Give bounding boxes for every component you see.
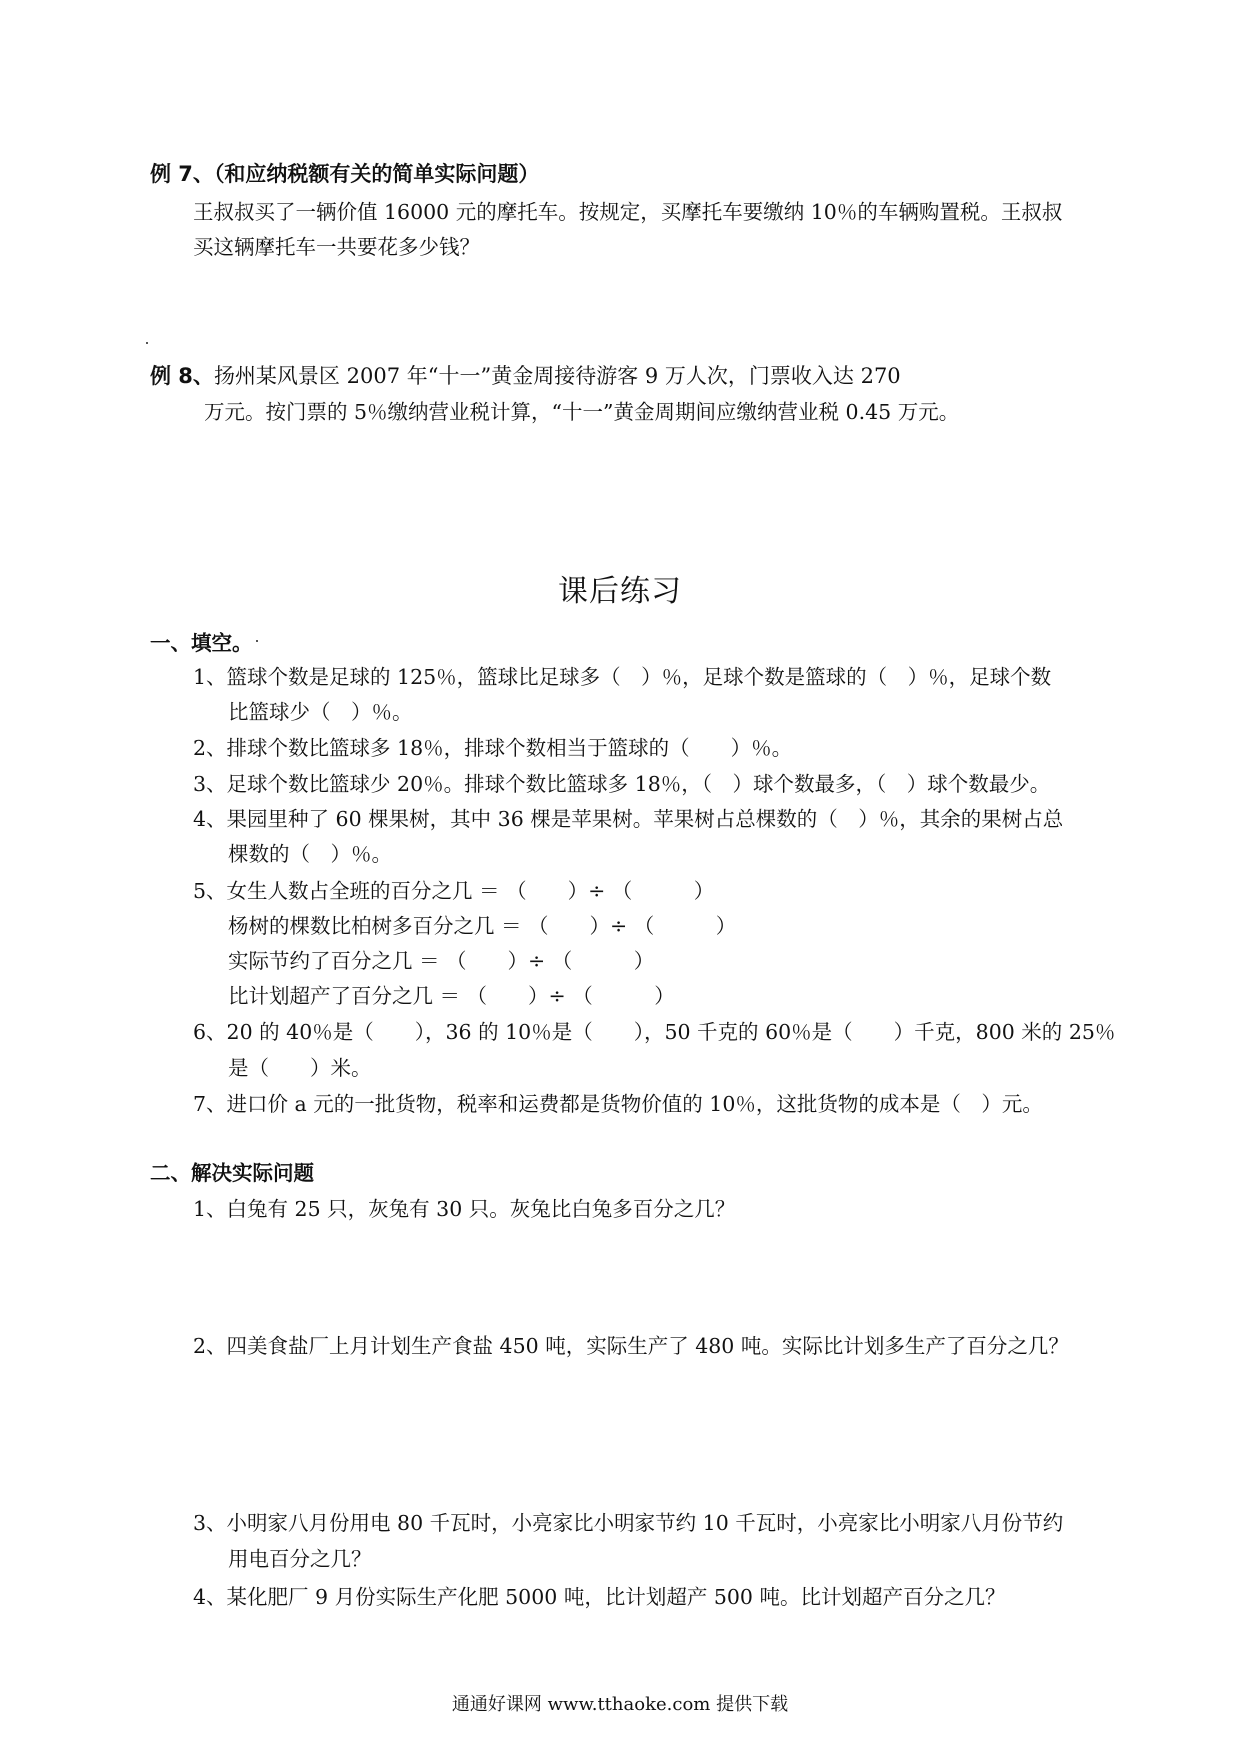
problem-1: 1、白兔有 25 只，灰兔有 30 只。灰兔比白兔多百分之几？ bbox=[193, 1197, 736, 1221]
section-2-heading: 二、解决实际问题 bbox=[150, 1161, 314, 1185]
example-8-text-1: 扬州某风景区 2007 年“十一”黄金周接待游客 9 万人次，门票收入达 270 bbox=[213, 364, 901, 388]
fill-item-3: 3、足球个数比篮球少 20％。排球个数比篮球多 18％，（ ）球个数最多，（ ）球个数最少。 bbox=[193, 772, 1051, 796]
example-7-line-1: 王叔叔买了一辆价值 16000 元的摩托车。按规定，买摩托车要缴纳 10％的车辆购置税。王叔叔 bbox=[193, 200, 1063, 224]
example-7-line-2: 买这辆摩托车一共要花多少钱？ bbox=[193, 235, 480, 259]
example-8-line-2: 万元。按门票的 5％缴纳营业税计算，“十一”黄金周期间应缴纳营业税 0.45 万元。 bbox=[204, 400, 960, 424]
fill-item-1-line-2: 比篮球少（ ）％。 bbox=[228, 700, 413, 724]
example-8-label: 例 8、 bbox=[150, 364, 214, 388]
example-8-line-1 bbox=[150, 360, 901, 390]
example-7-heading bbox=[150, 158, 539, 188]
problem-3-line-2: 用电百分之几？ bbox=[228, 1547, 372, 1571]
fill-item-5-line-1: 5、女生人数占全班的百分之几 ＝ （ ）÷ （ ） bbox=[193, 879, 715, 903]
problem-4: 4、某化肥厂 9 月份实际生产化肥 5000 吨，比计划超产 500 吨。比计划超产百分之几？ bbox=[193, 1585, 1006, 1609]
fill-item-5-line-2: 杨树的棵数比柏树多百分之几 ＝ （ ）÷ （ ） bbox=[228, 914, 737, 938]
fill-item-5-line-3: 实际节约了百分之几 ＝ （ ）÷ （ ） bbox=[228, 949, 655, 973]
fill-item-7: 7、进口价 a 元的一批货物，税率和运费都是货物价值的 10％，这批货物的成本是（ ）元。 bbox=[193, 1092, 1043, 1116]
fill-item-6-line-1: 6、20 的 40％是（ ），36 的 10％是（ ），50 千克的 60％是（ ）千克，800 米的 25％ bbox=[193, 1020, 1116, 1044]
problem-2: 2、四美食盐厂上月计划生产食盐 450 吨，实际生产了 480 吨。实际比计划多生产了百分之几？ bbox=[193, 1334, 1069, 1358]
fill-item-2: 2、排球个数比篮球多 18％，排球个数相当于篮球的（ ）％。 bbox=[193, 736, 793, 760]
fill-item-1-line-1: 1、篮球个数是足球的 125％，篮球比足球多（ ）％，足球个数是篮球的（ ）％，足球个数 bbox=[193, 665, 1052, 689]
section-1-heading: 一、填空。 bbox=[150, 631, 253, 655]
scan-speck bbox=[146, 342, 148, 344]
scan-speck bbox=[256, 640, 258, 642]
example-7-topic: （和应纳税额有关的简单实际问题） bbox=[213, 162, 540, 186]
problem-3-line-1: 3、小明家八月份用电 80 千瓦时，小亮家比小明家节约 10 千瓦时，小亮家比小明家八月份节约 bbox=[193, 1511, 1064, 1535]
fill-item-5-line-4: 比计划超产了百分之几 ＝ （ ）÷ （ ） bbox=[228, 984, 675, 1008]
fill-item-4-line-2: 棵数的（ ）％。 bbox=[228, 842, 392, 866]
page-footer: 通通好课网 www.tthaoke.com 提供下载 bbox=[451, 1694, 789, 1715]
fill-item-6-line-2: 是（ ）米。 bbox=[228, 1056, 372, 1080]
page-title: 课后练习 bbox=[558, 574, 682, 609]
fill-item-4-line-1: 4、果园里种了 60 棵果树，其中 36 棵是苹果树。苹果树占总棵数的（ ）％，其余的果树占总 bbox=[193, 807, 1064, 831]
example-7-label: 例 7、 bbox=[150, 162, 214, 186]
